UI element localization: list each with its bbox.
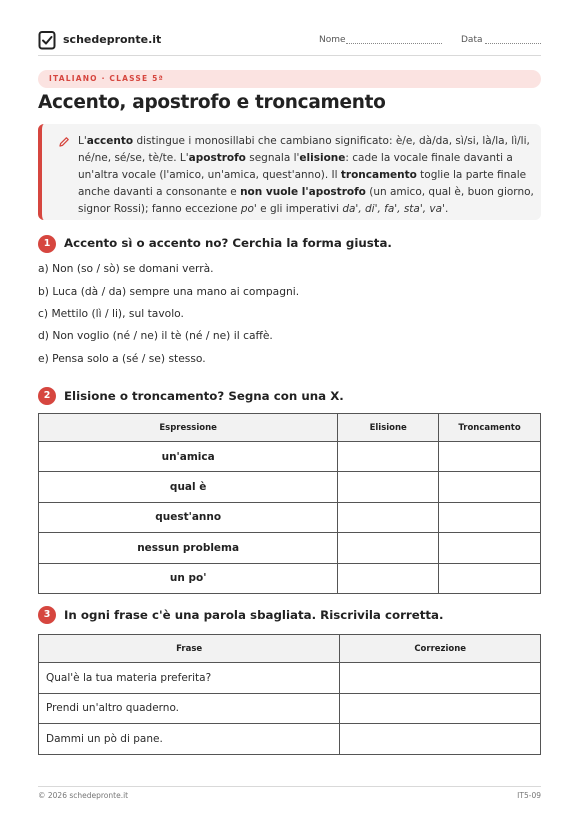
column-header: Espressione <box>39 414 338 442</box>
sentence-cell: Qual'è la tua materia preferita? <box>39 663 340 694</box>
section-number-badge: 1 <box>38 235 56 253</box>
exercise-item: d) Non voglio (né / ne) il tè (né / ne) il caffè. <box>38 329 273 342</box>
elision-cell[interactable] <box>338 502 439 532</box>
column-header: Troncamento <box>439 414 541 442</box>
expression-cell: un po' <box>39 563 338 593</box>
correction-cell[interactable] <box>340 693 541 724</box>
rule-box <box>38 124 541 220</box>
section-number-badge: 2 <box>38 387 56 405</box>
expression-cell: qual è <box>39 472 338 502</box>
exercise-item: b) Luca (dà / da) sempre una mano ai compagni. <box>38 285 300 298</box>
elision-cell[interactable] <box>338 442 439 472</box>
table-row <box>39 502 541 532</box>
elision-cell[interactable] <box>338 533 439 563</box>
table-row <box>39 663 541 694</box>
brand-name: schedepronte.it <box>63 33 162 46</box>
date-field-line[interactable] <box>485 43 541 44</box>
footer-code: IT5-09 <box>517 791 541 800</box>
elision-cell[interactable] <box>338 563 439 593</box>
clipboard-check-icon <box>38 30 56 50</box>
exercise-item: e) Pensa solo a (sé / se) stesso. <box>38 352 206 365</box>
elision-cell[interactable] <box>338 472 439 502</box>
column-header: Correzione <box>340 635 541 663</box>
name-label: Nome <box>319 35 346 45</box>
table-row <box>39 442 541 472</box>
table-row <box>39 724 541 755</box>
table-row <box>39 693 541 724</box>
name-field-line[interactable] <box>346 43 442 44</box>
exercise-item: c) Mettilo (lì / li), sul tavolo. <box>38 307 184 320</box>
column-header: Frase <box>39 635 340 663</box>
page-header <box>38 30 541 56</box>
exercise-item: a) Non (so / sò) se domani verrà. <box>38 262 214 275</box>
expression-cell: quest'anno <box>39 502 338 532</box>
footer-divider <box>38 786 541 787</box>
elision-table <box>38 413 541 594</box>
correction-cell[interactable] <box>340 663 541 694</box>
correction-table <box>38 634 541 755</box>
section-title: In ogni frase c'è una parola sbagliata. Riscrivila corretta. <box>64 608 444 622</box>
section-number-badge: 3 <box>38 606 56 624</box>
table-row <box>39 533 541 563</box>
truncation-cell[interactable] <box>439 502 541 532</box>
column-header: Elisione <box>338 414 439 442</box>
sentence-cell: Prendi un'altro quaderno. <box>39 693 340 724</box>
rule-text: L'accento distingue i monosillabi che cambiano significato: è/e, dà/da, sì/si, là/la, lì/li, né/ne, sé/se, tè/te. L'apostrofo segnala l'elisione: cade la vocale finale davanti a un'altra vocale (l'amico, un'amica, quest'anno). Il troncamento toglie la parte finale anche davanti a consonante e non vuole l'apostrofo (un amico, qual è, buon giorno, signor Rossi); fanno eccezione po' e gli imperativi da', di', fa', sta', va'. <box>78 135 534 215</box>
section-title: Elisione o troncamento? Segna con una X. <box>64 389 344 403</box>
table-row <box>39 563 541 593</box>
table-row <box>39 472 541 502</box>
correction-cell[interactable] <box>340 724 541 755</box>
truncation-cell[interactable] <box>439 442 541 472</box>
expression-cell: un'amica <box>39 442 338 472</box>
subject-label: ITALIANO · CLASSE 5ª <box>49 74 164 83</box>
date-label: Data <box>461 35 483 45</box>
section-title: Accento sì o accento no? Cerchia la forma giusta. <box>64 236 392 250</box>
subject-bar <box>38 70 541 88</box>
truncation-cell[interactable] <box>439 533 541 563</box>
pencil-icon <box>58 136 70 148</box>
footer-copyright: © 2026 schedepronte.it <box>38 791 129 800</box>
sentence-cell: Dammi un pò di pane. <box>39 724 340 755</box>
page-title: Accento, apostrofo e troncamento <box>38 92 386 113</box>
truncation-cell[interactable] <box>439 563 541 593</box>
truncation-cell[interactable] <box>439 472 541 502</box>
expression-cell: nessun problema <box>39 533 338 563</box>
